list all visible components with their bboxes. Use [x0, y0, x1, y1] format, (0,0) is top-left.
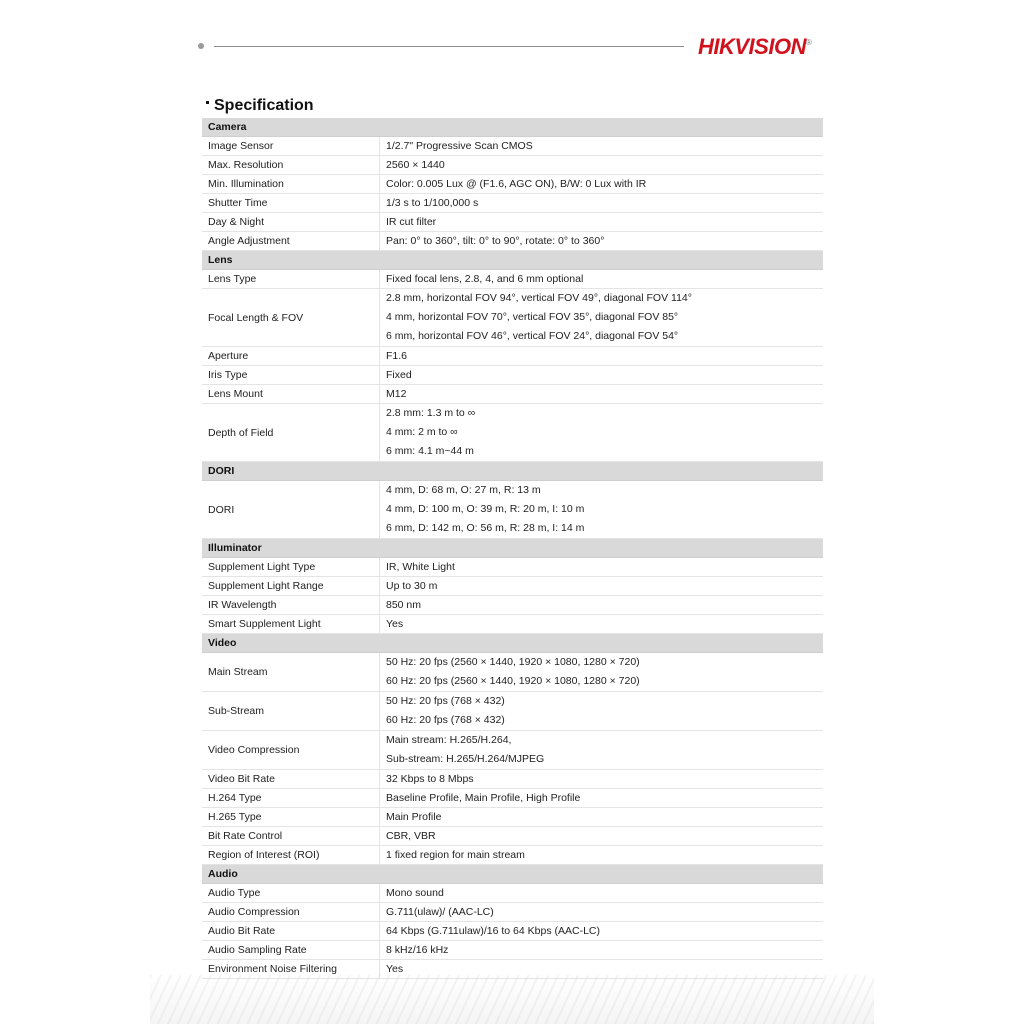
spec-value: 50 Hz: 20 fps (2560 × 1440, 1920 × 1080, 1280 × 720) [386, 656, 640, 668]
spec-value: 4 mm, D: 100 m, O: 39 m, R: 20 m, I: 10 m [386, 503, 585, 515]
spec-row [202, 137, 823, 156]
spec-value-cell [380, 789, 824, 808]
spec-row [202, 922, 823, 941]
spec-label: Day & Night [202, 213, 380, 232]
spec-value-cell [380, 481, 824, 539]
spec-value: Main stream: H.265/H.264, [386, 734, 512, 746]
spec-row [202, 156, 823, 175]
spec-row [202, 808, 823, 827]
spec-value: Baseline Profile, Main Profile, High Profile [386, 792, 581, 804]
spec-value-cell [380, 731, 824, 770]
spec-label: Shutter Time [202, 194, 380, 213]
spec-label: Lens Type [202, 270, 380, 289]
spec-label: Angle Adjustment [202, 232, 380, 251]
spec-value-cell [380, 213, 824, 232]
spec-value: Mono sound [386, 887, 444, 899]
spec-row [202, 770, 823, 789]
spec-value-cell [380, 385, 824, 404]
spec-value: Yes [386, 963, 404, 975]
spec-value-cell [380, 175, 824, 194]
spec-label: Bit Rate Control [202, 827, 380, 846]
spec-row [202, 347, 823, 366]
category-label: DORI [202, 462, 823, 481]
spec-value: F1.6 [386, 350, 408, 362]
spec-value-cell [380, 615, 824, 634]
spec-row [202, 289, 823, 347]
spec-value-cell [380, 289, 824, 347]
spec-value: 60 Hz: 20 fps (2560 × 1440, 1920 × 1080, 1280 × 720) [386, 675, 640, 687]
spec-value: 6 mm, D: 142 m, O: 56 m, R: 28 m, I: 14 m [386, 522, 585, 534]
spec-row [202, 615, 823, 634]
header-dot [198, 43, 204, 49]
spec-value: Up to 30 m [386, 580, 438, 592]
spec-value-cell [380, 366, 824, 385]
spec-label: Sub-Stream [202, 692, 380, 731]
spec-label: Focal Length & FOV [202, 289, 380, 347]
category-row [202, 462, 823, 481]
spec-label: Image Sensor [202, 137, 380, 156]
spec-value: 1/2.7" Progressive Scan CMOS [386, 140, 533, 152]
spec-label: DORI [202, 481, 380, 539]
spec-value: 2.8 mm: 1.3 m to ∞ [386, 407, 476, 419]
spec-value: 4 mm, D: 68 m, O: 27 m, R: 13 m [386, 484, 541, 496]
spec-row [202, 903, 823, 922]
spec-value: 1/3 s to 1/100,000 s [386, 197, 479, 209]
brand-name: HIKVISION [698, 34, 806, 59]
spec-value: 50 Hz: 20 fps (768 × 432) [386, 695, 505, 707]
spec-label: Lens Mount [202, 385, 380, 404]
spec-table-body [202, 118, 823, 979]
spec-value-cell [380, 596, 824, 615]
spec-label: Region of Interest (ROI) [202, 846, 380, 865]
spec-row [202, 385, 823, 404]
spec-value: 2560 × 1440 [386, 159, 445, 171]
category-label: Illuminator [202, 539, 823, 558]
spec-table [202, 118, 823, 979]
spec-row [202, 596, 823, 615]
spec-value: 2.8 mm, horizontal FOV 94°, vertical FOV 49°, diagonal FOV 114° [386, 292, 692, 304]
spec-value: 6 mm: 4.1 m~44 m [386, 445, 474, 457]
spec-row [202, 884, 823, 903]
spec-value-cell [380, 558, 824, 577]
spec-value-cell [380, 156, 824, 175]
brand-logo [698, 34, 811, 60]
category-row [202, 118, 823, 137]
spec-label: Video Compression [202, 731, 380, 770]
spec-value: 1 fixed region for main stream [386, 849, 525, 861]
category-row [202, 539, 823, 558]
spec-value-cell [380, 194, 824, 213]
spec-label: Audio Type [202, 884, 380, 903]
spec-label: Smart Supplement Light [202, 615, 380, 634]
spec-label: Depth of Field [202, 404, 380, 462]
spec-value: 4 mm: 2 m to ∞ [386, 426, 458, 438]
spec-label: Supplement Light Range [202, 577, 380, 596]
spec-label: Video Bit Rate [202, 770, 380, 789]
spec-value: 850 nm [386, 599, 422, 611]
spec-row [202, 827, 823, 846]
spec-row [202, 692, 823, 731]
spec-label: Min. Illumination [202, 175, 380, 194]
spec-value: Pan: 0° to 360°, tilt: 0° to 90°, rotate: 0° to 360° [386, 235, 605, 247]
spec-value-cell [380, 653, 824, 692]
spec-value-cell [380, 270, 824, 289]
spec-row [202, 213, 823, 232]
spec-value-cell [380, 137, 824, 156]
spec-label: H.265 Type [202, 808, 380, 827]
spec-value-cell [380, 577, 824, 596]
spec-value-cell [380, 692, 824, 731]
spec-row [202, 481, 823, 539]
spec-value: 60 Hz: 20 fps (768 × 432) [386, 714, 505, 726]
spec-label: Aperture [202, 347, 380, 366]
bullet-icon [206, 101, 209, 104]
section-title-text: Specification [214, 97, 314, 114]
spec-value: Yes [386, 618, 404, 630]
category-label: Camera [202, 118, 823, 137]
spec-value: 32 Kbps to 8 Mbps [386, 773, 474, 785]
spec-row [202, 941, 823, 960]
section-title [206, 97, 314, 115]
spec-value-cell [380, 808, 824, 827]
category-label: Lens [202, 251, 823, 270]
spec-value-cell [380, 846, 824, 865]
spec-value-cell [380, 347, 824, 366]
spec-value: IR cut filter [386, 216, 437, 228]
spec-value: CBR, VBR [386, 830, 436, 842]
spec-row [202, 270, 823, 289]
spec-value-cell [380, 884, 824, 903]
spec-row [202, 731, 823, 770]
spec-row [202, 577, 823, 596]
spec-row [202, 846, 823, 865]
spec-row [202, 175, 823, 194]
spec-row [202, 789, 823, 808]
spec-value: Main Profile [386, 811, 442, 823]
spec-row [202, 653, 823, 692]
spec-label: Audio Sampling Rate [202, 941, 380, 960]
spec-label: Audio Compression [202, 903, 380, 922]
spec-value-cell [380, 827, 824, 846]
category-label: Video [202, 634, 823, 653]
spec-value-cell [380, 404, 824, 462]
spec-label: H.264 Type [202, 789, 380, 808]
registered-mark: ® [805, 38, 812, 47]
spec-label: Main Stream [202, 653, 380, 692]
spec-value: 4 mm, horizontal FOV 70°, vertical FOV 35°, diagonal FOV 85° [386, 311, 679, 323]
page-bottom-texture [150, 975, 874, 1024]
spec-label: Iris Type [202, 366, 380, 385]
spec-row [202, 404, 823, 462]
spec-label: IR Wavelength [202, 596, 380, 615]
spec-value-cell [380, 922, 824, 941]
spec-row [202, 558, 823, 577]
spec-value: Fixed [386, 369, 412, 381]
category-row [202, 251, 823, 270]
spec-value: 8 kHz/16 kHz [386, 944, 449, 956]
spec-value-cell [380, 232, 824, 251]
category-label: Audio [202, 865, 823, 884]
category-row [202, 865, 823, 884]
spec-value-cell [380, 941, 824, 960]
spec-value: Color: 0.005 Lux @ (F1.6, AGC ON), B/W: 0 Lux with IR [386, 178, 647, 190]
spec-value: Sub-stream: H.265/H.264/MJPEG [386, 753, 545, 765]
spec-row [202, 366, 823, 385]
spec-value: IR, White Light [386, 561, 455, 573]
spec-value: Fixed focal lens, 2.8, 4, and 6 mm optional [386, 273, 584, 285]
spec-label: Environment Noise Filtering [202, 960, 380, 979]
spec-label: Audio Bit Rate [202, 922, 380, 941]
spec-label: Supplement Light Type [202, 558, 380, 577]
category-row [202, 634, 823, 653]
spec-value: 6 mm, horizontal FOV 46°, vertical FOV 24°, diagonal FOV 54° [386, 330, 679, 342]
header-rule [214, 46, 684, 47]
spec-value: M12 [386, 388, 407, 400]
spec-value: G.711(ulaw)/ (AAC-LC) [386, 906, 494, 918]
spec-value-cell [380, 770, 824, 789]
spec-row [202, 194, 823, 213]
spec-row [202, 232, 823, 251]
spec-value: 64 Kbps (G.711ulaw)/16 to 64 Kbps (AAC-LC) [386, 925, 600, 937]
spec-label: Max. Resolution [202, 156, 380, 175]
spec-value-cell [380, 903, 824, 922]
